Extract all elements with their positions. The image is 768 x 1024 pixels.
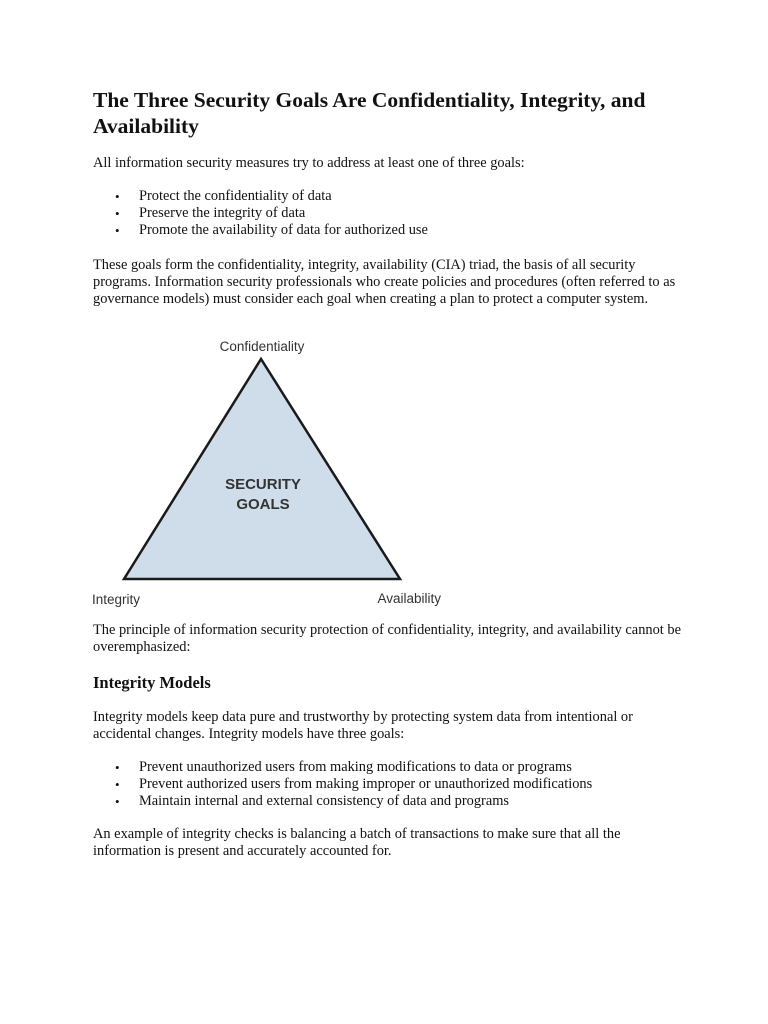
list-item: • Promote the availability of data for authorized use xyxy=(93,222,683,239)
cia-triad-diagram xyxy=(88,335,448,610)
triad-triangle xyxy=(124,359,400,579)
integrity-models-heading: Integrity Models xyxy=(93,673,211,692)
list-item: • Protect the confidentiality of data xyxy=(93,188,683,205)
list-item: • Maintain internal and external consistency of data and programs xyxy=(93,793,683,810)
list-item: • Preserve the integrity of data xyxy=(93,205,683,222)
integrity-intro-paragraph: Integrity models keep data pure and trustworthy by protecting system data from intentional or accidental changes. Integrity models have three goals: xyxy=(93,709,633,742)
page-title: The Three Security Goals Are Confidentiality, Integrity, and Availability xyxy=(93,88,646,138)
list-item: • Prevent unauthorized users from making modifications to data or programs xyxy=(93,759,683,776)
cia-triad-paragraph: These goals form the confidentiality, integrity, availability (CIA) triad, the basis of all security programs. Information security professionals who create policies and procedures (often referred to as governance models) must consider each goal when creating a plan to protect a computer system. xyxy=(93,257,676,307)
confidentiality-label: Confidentiality xyxy=(219,339,305,354)
list-item: • Prevent authorized users from making improper or unauthorized modifications xyxy=(93,776,683,793)
example-paragraph: An example of integrity checks is balancing a batch of transactions to make sure that all the information is present and accurately accounted for. xyxy=(93,826,621,859)
availability-label: Availability xyxy=(377,591,441,606)
principle-paragraph: The principle of information security protection of confidentiality, integrity, and availability cannot be overemphasized: xyxy=(93,622,681,655)
integrity-goals-list xyxy=(93,759,683,810)
security-goals-list xyxy=(93,188,683,239)
center-label-line2: GOALS xyxy=(236,496,290,513)
intro-paragraph: All information security measures try to address at least one of three goals: xyxy=(93,155,525,171)
center-label-line1: SECURITY xyxy=(225,476,301,493)
integrity-label: Integrity xyxy=(92,592,141,607)
